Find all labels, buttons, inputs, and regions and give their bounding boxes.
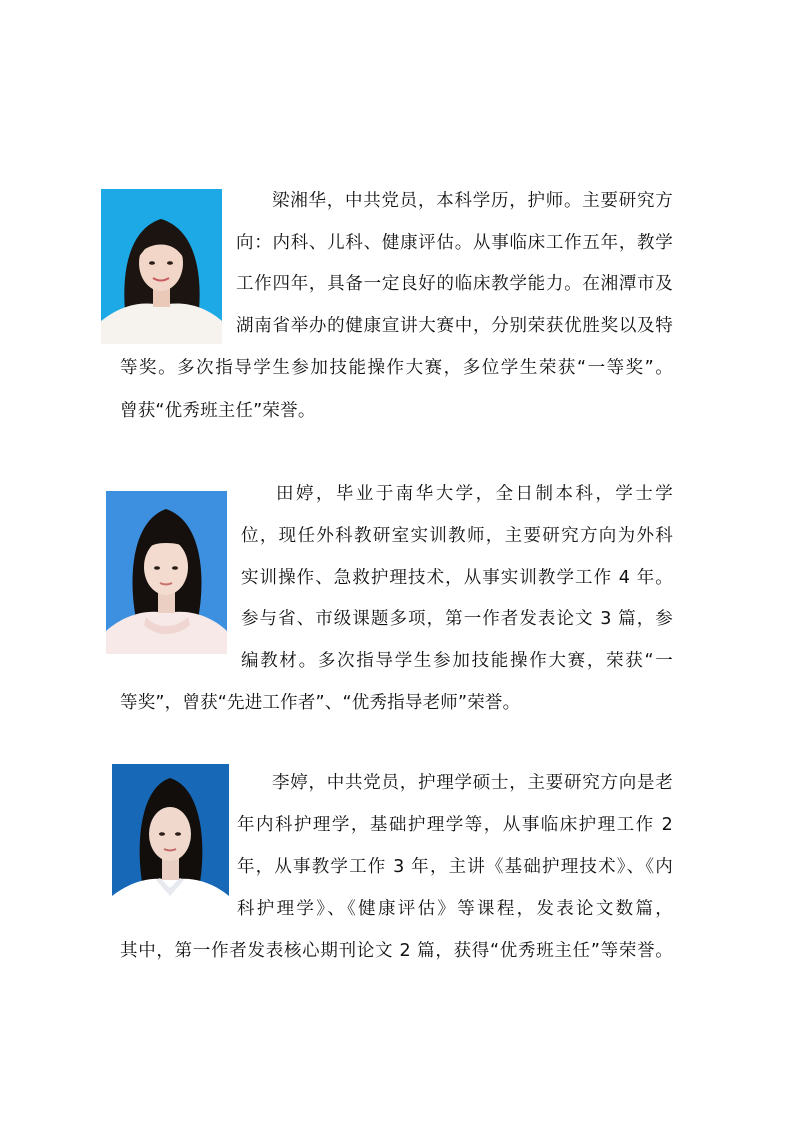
bio-line: 梁湘华，中共党员，本科学历，护师。主要研究方 <box>272 191 673 211</box>
left-eye <box>154 566 160 570</box>
left-eye <box>159 832 165 835</box>
left-eye <box>149 261 155 265</box>
portrait-illustration <box>101 189 222 344</box>
bio-line: 年内科护理学，基础护理学等，从事临床护理工作 2 <box>237 815 673 835</box>
face <box>144 539 188 595</box>
bio-line: 等奖”，曾获“先进工作者”、“优秀指导老师”荣誉。 <box>120 693 521 713</box>
face <box>149 807 191 861</box>
bio-line: 位，现任外科教研室实训教师，主要研究方向为外科 <box>241 526 673 546</box>
bio-line: 田婷，毕业于南华大学，全日制本科，学士学 <box>276 484 673 504</box>
neck <box>162 858 179 880</box>
bio-line: 其中，第一作者发表核心期刊论文 2 篇，获得“优秀班主任”等荣誉。 <box>120 941 673 961</box>
bio-line: 工作四年，具备一定良好的临床教学能力。在湘潭市及 <box>236 274 673 294</box>
bio-line: 年，从事教学工作 3 年，主讲《基础护理技术》、《内 <box>237 857 673 877</box>
bio-line: 向：内科、儿科、健康评估。从事临床工作五年，教学 <box>236 233 673 253</box>
bio-line: 湖南省举办的健康宣讲大赛中，分别荣获优胜奖以及特 <box>236 316 673 336</box>
bio-line: 编教材。多次指导学生参加技能操作大赛，荣获“一 <box>241 651 673 671</box>
bio-line: 科护理学》、《健康评估》等课程，发表论文数篇， <box>237 899 673 919</box>
right-eye <box>167 261 173 265</box>
bio-line: 曾获“优秀班主任”荣誉。 <box>120 401 316 421</box>
right-eye <box>172 566 178 570</box>
bio-line: 李婷，中共党员，护理学硕士，主要研究方向是老 <box>272 773 673 793</box>
bio-line: 实训操作、急救护理技术，从事实训教学工作 4 年。 <box>241 568 673 588</box>
portrait-illustration <box>112 764 229 920</box>
portrait-photo <box>112 764 229 920</box>
portrait-illustration <box>106 491 227 654</box>
portrait-photo <box>101 189 222 344</box>
right-eye <box>175 832 181 835</box>
bio-line: 参与省、市级课题多项，第一作者发表论文 3 篇，参 <box>241 609 673 629</box>
bio-line: 等奖。多次指导学生参加技能操作大赛，多位学生荣获“一等奖”。 <box>120 358 673 378</box>
portrait-photo <box>106 491 227 654</box>
